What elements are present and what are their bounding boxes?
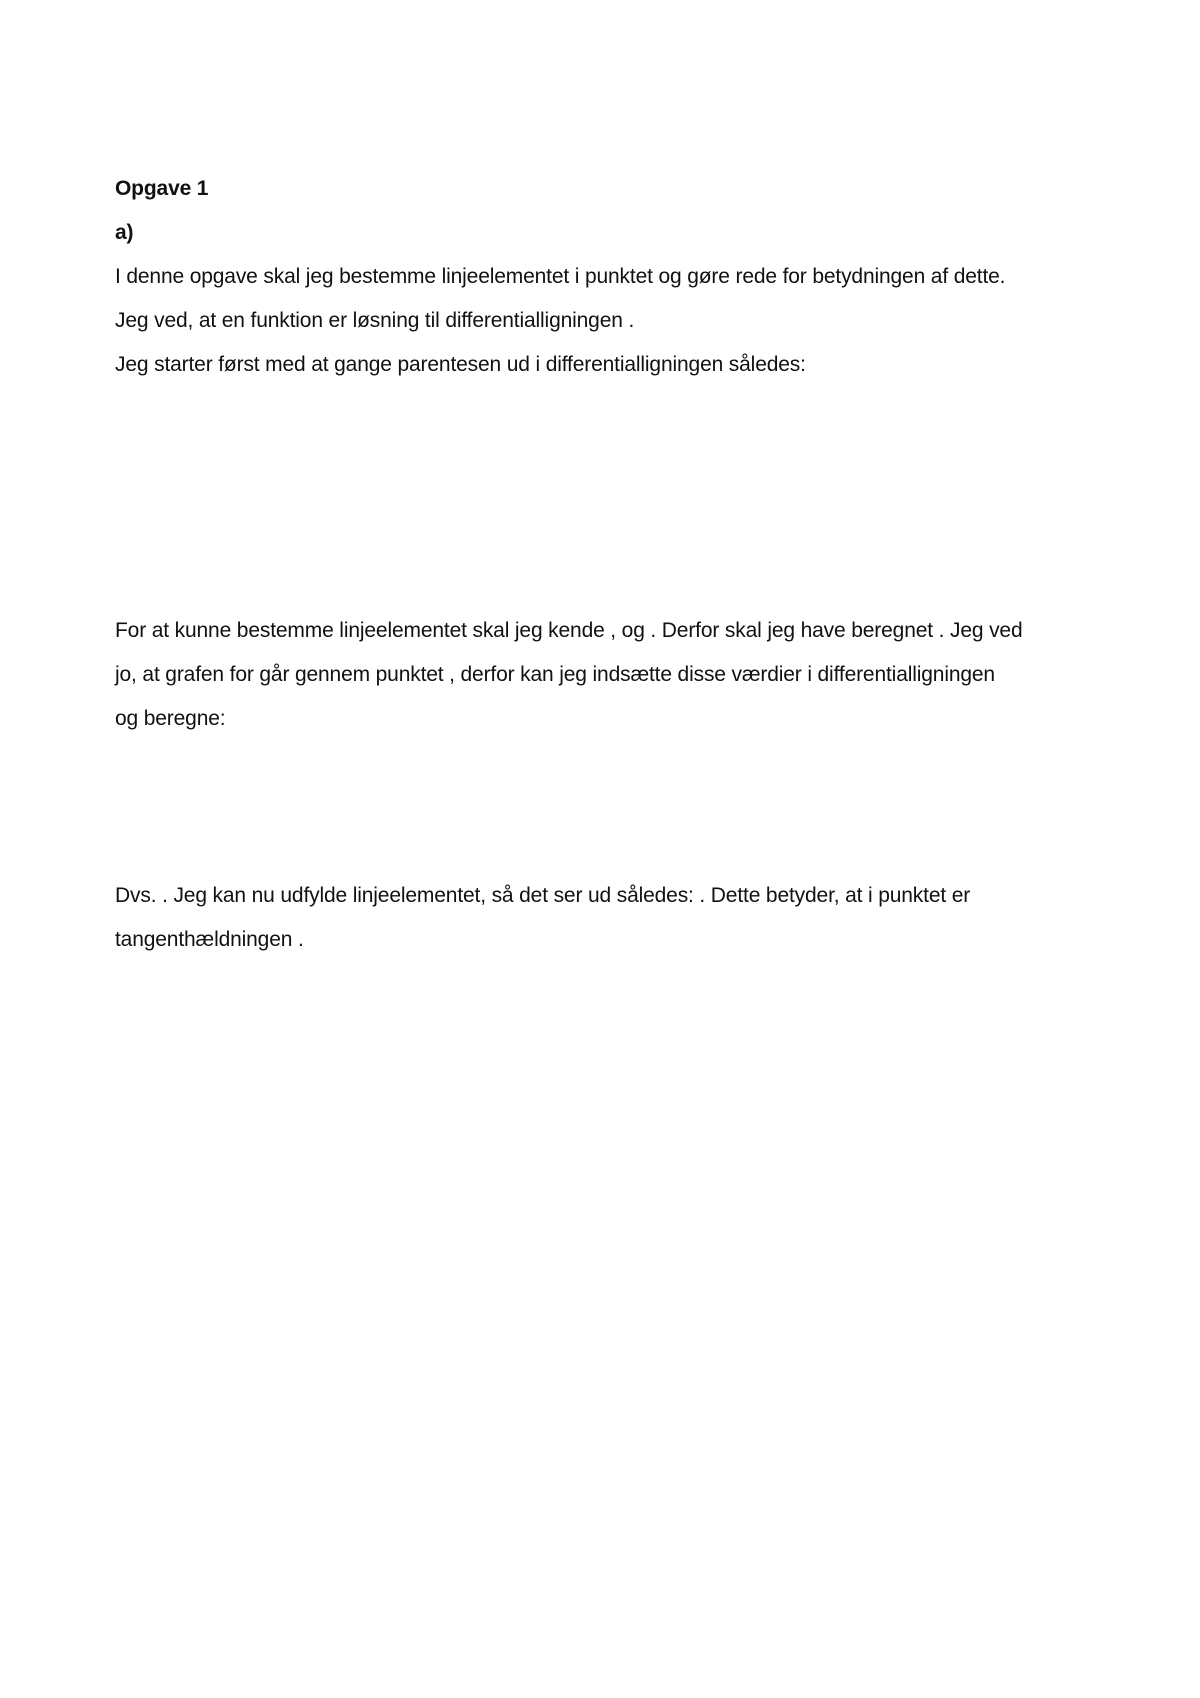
paragraph-3-line-2: tangenthældningen . bbox=[115, 928, 304, 951]
paragraph-1-line-1: I denne opgave skal jeg bestemme linjeelementet i punktet og gøre rede for betydningen af dette. bbox=[115, 265, 1006, 288]
paragraph-2-line-3: og beregne: bbox=[115, 707, 226, 730]
paragraph-1-line-2: Jeg ved, at en funktion er løsning til differentialligningen . bbox=[115, 309, 635, 332]
paragraph-1-line-3: Jeg starter først med at gange parentesen ud i differentialligningen således: bbox=[115, 353, 806, 376]
paragraph-3-line-1: Dvs. . Jeg kan nu udfylde linjeelementet, så det ser ud således: . Dette betyder, at i punktet er bbox=[115, 884, 971, 907]
paragraph-2-line-2: jo, at grafen for går gennem punktet , derfor kan jeg indsætte disse værdier i differentialligningen bbox=[115, 663, 995, 686]
paragraph-2-line-1: For at kunne bestemme linjeelementet skal jeg kende , og . Derfor skal jeg have beregnet . Jeg ved bbox=[115, 619, 1023, 642]
subsection-label: a) bbox=[115, 221, 134, 244]
section-heading: Opgave 1 bbox=[115, 177, 209, 200]
